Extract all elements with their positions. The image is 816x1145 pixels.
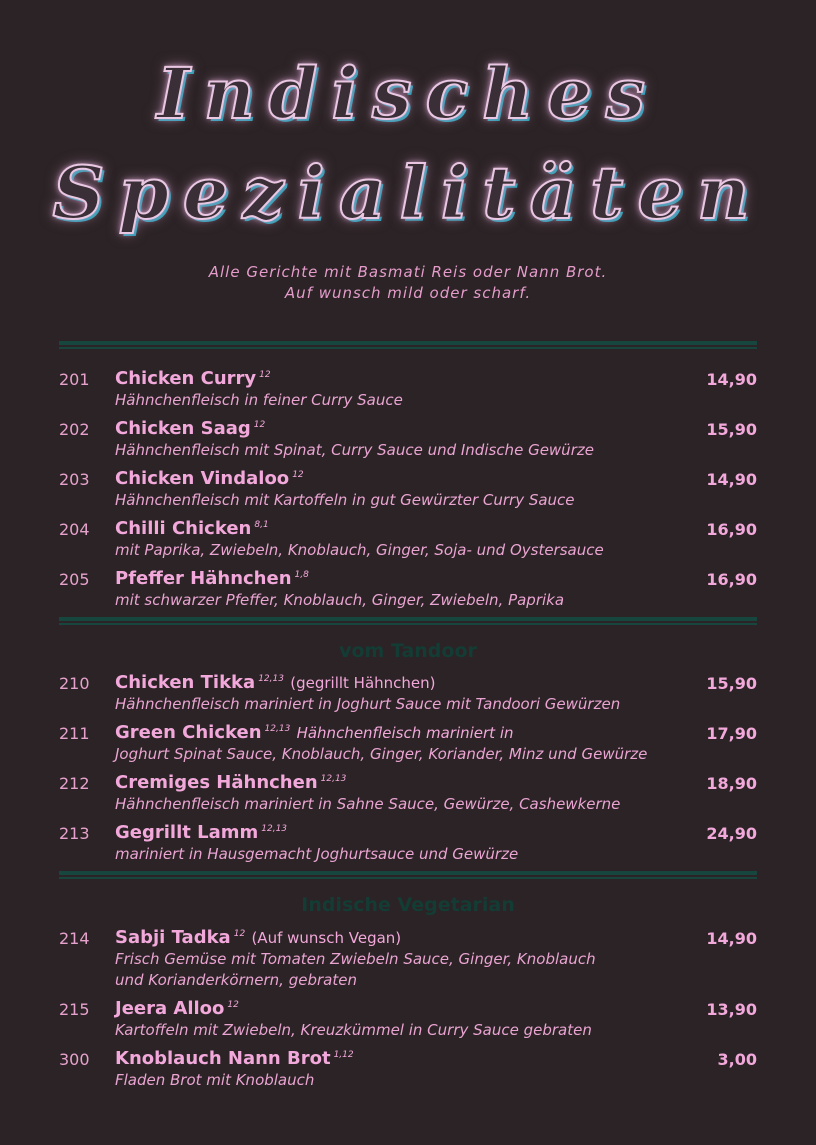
divider-vegetarian bbox=[59, 871, 757, 879]
item-allergens: 12 bbox=[259, 370, 271, 380]
item-price: 14,90 bbox=[706, 929, 757, 948]
item-allergens: 12 bbox=[292, 470, 304, 480]
item-allergens: 12 bbox=[233, 929, 246, 939]
item-note: (Auf wunsch Vegan) bbox=[251, 929, 402, 947]
title-line-1: Indisches bbox=[156, 52, 660, 135]
item-price: 16,90 bbox=[706, 520, 757, 539]
item-description: mit Paprika, Zwiebeln, Knoblauch, Ginger, Soja- und Oystersauce bbox=[115, 541, 604, 559]
item-name: Cremiges Hähnchen $^{12,13}$ bbox=[115, 772, 347, 793]
item-number: 210 bbox=[59, 674, 90, 693]
divider-top bbox=[59, 341, 757, 349]
item-price: 16,90 bbox=[706, 570, 757, 589]
item-allergens: 12 bbox=[227, 1000, 239, 1010]
item-description: Frisch Gemüse mit Tomaten Zwiebeln Sauce, Ginger, Knoblauch und Korianderkörnern, gebraten bbox=[115, 950, 596, 989]
item-price: 15,90 bbox=[706, 674, 757, 693]
item-price: 24,90 bbox=[706, 824, 757, 843]
item-name: Green Chicken $^{12,13}$ Hähnchenfleisch mariniert in bbox=[115, 722, 514, 743]
item-name: Chicken Vindaloo $^{12}$ bbox=[115, 468, 304, 489]
section-heading-vegetarian: Indische Vegetarian bbox=[301, 894, 515, 916]
item-name: Chilli Chicken $^{8,1}$ bbox=[115, 518, 269, 539]
item-note: (gegrillt Hähnchen) bbox=[290, 674, 436, 692]
item-number: 202 bbox=[59, 420, 90, 439]
item-allergens: 8,1 bbox=[254, 520, 269, 530]
subtitle-line-2: Auf wunsch mild oder scharf. bbox=[284, 284, 532, 302]
item-description: Hähnchenfleisch in feiner Curry Sauce bbox=[115, 391, 403, 409]
item-number: 215 bbox=[59, 1000, 90, 1019]
item-number: 211 bbox=[59, 724, 90, 743]
item-number: 213 bbox=[59, 824, 90, 843]
item-description: Kartoffeln mit Zwiebeln, Kreuzkümmel in Curry Sauce gebraten bbox=[115, 1021, 592, 1039]
item-price: 3,00 bbox=[717, 1050, 757, 1069]
item-price: 17,90 bbox=[706, 724, 757, 743]
item-description: Joghurt Spinat Sauce, Knoblauch, Ginger, Koriander, Minz und Gewürze bbox=[115, 745, 648, 763]
item-description: Hähnchenfleisch mariniert in Joghurt Sauce mit Tandoori Gewürzen bbox=[115, 695, 621, 713]
item-description: Hähnchenfleisch mariniert in Sahne Sauce, Gewürze, Cashewkerne bbox=[115, 795, 621, 813]
item-name: Chicken Curry $^{12}$ bbox=[115, 368, 271, 389]
item-number: 205 bbox=[59, 570, 90, 589]
item-name: Chicken Tikka $^{12,13}$ (gegrillt Hähnchen) bbox=[115, 672, 436, 693]
item-allergens: 1,8 bbox=[294, 570, 309, 580]
item-allergens: 1,12 bbox=[333, 1050, 354, 1060]
item-allergens: 12,13 bbox=[320, 774, 347, 784]
item-number: 201 bbox=[59, 370, 90, 389]
section-heading-tandoor: vom Tandoor bbox=[339, 640, 477, 662]
item-allergens: 12 bbox=[253, 420, 266, 430]
item-name: Knoblauch Nann Brot $^{1,12}$ bbox=[115, 1048, 354, 1069]
item-price: 18,90 bbox=[706, 774, 757, 793]
item-number: 204 bbox=[59, 520, 90, 539]
item-description: mariniert in Hausgemacht Joghurtsauce und Gewürze bbox=[115, 845, 519, 863]
item-price: 13,90 bbox=[706, 1000, 757, 1019]
item-number: 214 bbox=[59, 929, 90, 948]
item-number: 300 bbox=[59, 1050, 90, 1069]
item-note: Hähnchenfleisch mariniert in bbox=[296, 724, 514, 742]
item-name: Sabji Tadka $^{12}$ (Auf wunsch Vegan) bbox=[115, 927, 402, 948]
item-allergens: 12,13 bbox=[258, 674, 284, 684]
item-name: Pfeffer Hähnchen $^{1,8}$ bbox=[115, 568, 309, 589]
item-price: 15,90 bbox=[706, 420, 757, 439]
item-name: Jeera Alloo $^{12}$ bbox=[115, 998, 239, 1019]
item-name: Gegrillt Lamm $^{12,13}$ bbox=[115, 822, 288, 843]
item-allergens: 12,13 bbox=[264, 724, 291, 734]
item-description: Hähnchenfleisch mit Spinat, Curry Sauce und Indische Gewürze bbox=[115, 441, 594, 459]
item-name: Chicken Saag $^{12}$ bbox=[115, 418, 266, 439]
item-description: Hähnchenfleisch mit Kartoffeln in gut Gewürzter Curry Sauce bbox=[115, 491, 575, 509]
item-price: 14,90 bbox=[706, 370, 757, 389]
subtitle-line-1: Alle Gerichte mit Basmati Reis oder Nann Brot. bbox=[208, 263, 608, 281]
title-line-2: Spezialitäten bbox=[52, 150, 764, 235]
item-description: mit schwarzer Pfeffer, Knoblauch, Ginger, Zwiebeln, Paprika bbox=[115, 591, 565, 609]
item-allergens: 12,13 bbox=[261, 824, 288, 834]
subtitle bbox=[0, 262, 816, 304]
item-number: 203 bbox=[59, 470, 90, 489]
item-number: 212 bbox=[59, 774, 90, 793]
item-price: 14,90 bbox=[706, 470, 757, 489]
item-description: Fladen Brot mit Knoblauch bbox=[115, 1071, 315, 1089]
divider-tandoor bbox=[59, 617, 757, 625]
